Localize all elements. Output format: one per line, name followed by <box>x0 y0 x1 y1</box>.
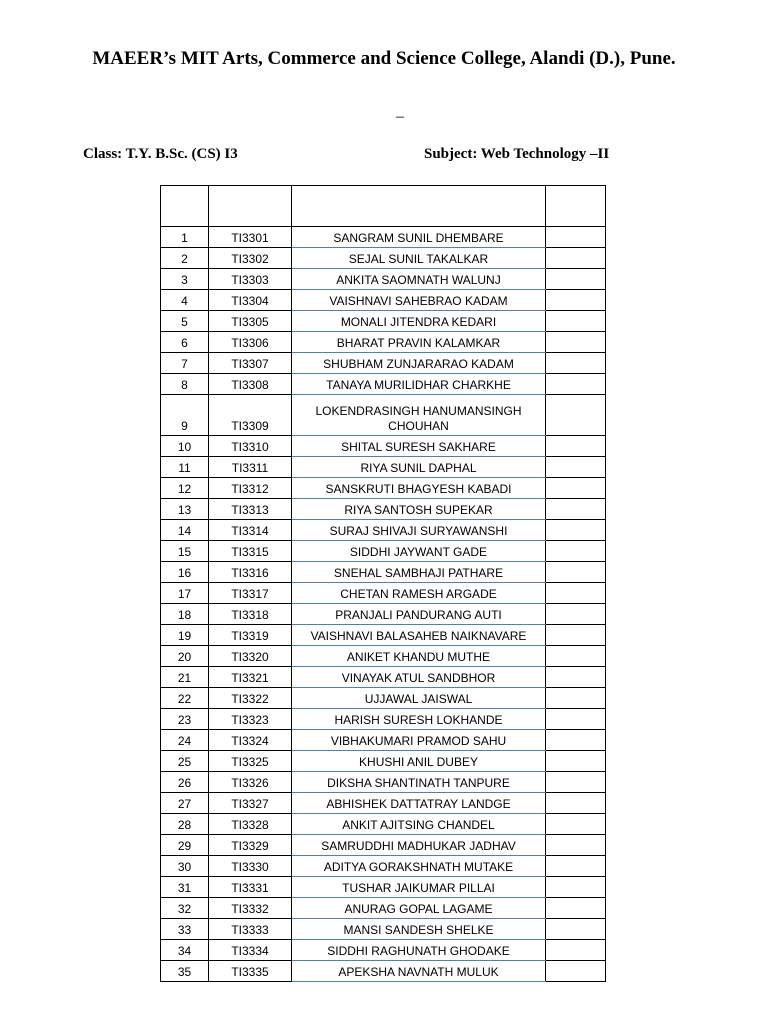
student-number: 32 <box>161 898 209 919</box>
blank-cell <box>546 290 606 311</box>
blank-cell <box>546 269 606 290</box>
roll-number: TI3335 <box>209 961 292 982</box>
blank-cell <box>546 248 606 269</box>
student-number: 16 <box>161 562 209 583</box>
student-number: 35 <box>161 961 209 982</box>
table-row <box>161 248 606 269</box>
student-name: ANKIT AJITSING CHANDEL <box>292 814 546 835</box>
blank-cell <box>546 667 606 688</box>
blank-cell <box>546 374 606 395</box>
table-row <box>161 667 606 688</box>
student-number: 30 <box>161 856 209 877</box>
roll-number: TI3310 <box>209 436 292 457</box>
blank-cell <box>546 227 606 248</box>
table-row <box>161 898 606 919</box>
roll-number: TI3323 <box>209 709 292 730</box>
blank-cell <box>546 478 606 499</box>
student-name: SURAJ SHIVAJI SURYAWANSHI <box>292 520 546 541</box>
blank-cell <box>546 646 606 667</box>
student-name: MONALI JITENDRA KEDARI <box>292 311 546 332</box>
roll-number: TI3326 <box>209 772 292 793</box>
roll-number: TI3321 <box>209 667 292 688</box>
table-row <box>161 793 606 814</box>
table-row <box>161 332 606 353</box>
blank-cell <box>546 436 606 457</box>
table-row <box>161 583 606 604</box>
roll-number: TI3303 <box>209 269 292 290</box>
blank-cell <box>546 961 606 982</box>
subject-label: Subject: Web Technology –II <box>424 146 610 162</box>
blank-cell <box>546 688 606 709</box>
student-name: SANSKRUTI BHAGYESH KABADI <box>292 478 546 499</box>
college-title: MAEER’s MIT Arts, Commerce and Science College, Alandi (D.), Pune. <box>92 48 676 69</box>
roll-number: TI3319 <box>209 625 292 646</box>
student-number: 24 <box>161 730 209 751</box>
student-number: 17 <box>161 583 209 604</box>
student-number: 28 <box>161 814 209 835</box>
table-row <box>161 856 606 877</box>
student-number: 34 <box>161 940 209 961</box>
header-cell-extra <box>546 186 606 227</box>
student-name: VAISHNAVI BALASAHEB NAIKNAVARE <box>292 625 546 646</box>
roll-number: TI3306 <box>209 332 292 353</box>
student-name: PRANJALI PANDURANG AUTI <box>292 604 546 625</box>
student-name: SHITAL SURESH SAKHARE <box>292 436 546 457</box>
table-row <box>161 877 606 898</box>
blank-cell <box>546 583 606 604</box>
student-name: ANURAG GOPAL LAGAME <box>292 898 546 919</box>
table-row <box>161 730 606 751</box>
roll-number: TI3314 <box>209 520 292 541</box>
table-row <box>161 688 606 709</box>
student-name: RIYA SUNIL DAPHAL <box>292 457 546 478</box>
table-row <box>161 604 606 625</box>
table-row <box>161 541 606 562</box>
student-number: 8 <box>161 374 209 395</box>
student-name: SEJAL SUNIL TAKALKAR <box>292 248 546 269</box>
student-number: 7 <box>161 353 209 374</box>
table-row <box>161 520 606 541</box>
table-row <box>161 562 606 583</box>
table-row <box>161 625 606 646</box>
student-name: CHETAN RAMESH ARGADE <box>292 583 546 604</box>
table-row <box>161 269 606 290</box>
roll-number: TI3328 <box>209 814 292 835</box>
student-number: 4 <box>161 290 209 311</box>
blank-cell <box>546 562 606 583</box>
table-row <box>161 919 606 940</box>
roll-number: TI3311 <box>209 457 292 478</box>
student-name: TANAYA MURILIDHAR CHARKHE <box>292 374 546 395</box>
student-name: APEKSHA NAVNATH MULUK <box>292 961 546 982</box>
table-row <box>161 457 606 478</box>
blank-cell <box>546 457 606 478</box>
blank-cell <box>546 499 606 520</box>
student-number: 21 <box>161 667 209 688</box>
student-number: 31 <box>161 877 209 898</box>
header-cell-no <box>161 186 209 227</box>
blank-cell <box>546 793 606 814</box>
table-row <box>161 478 606 499</box>
student-name: VAISHNAVI SAHEBRAO KADAM <box>292 290 546 311</box>
roll-number: TI3309 <box>209 395 292 436</box>
student-number: 20 <box>161 646 209 667</box>
student-number: 26 <box>161 772 209 793</box>
blank-cell <box>546 856 606 877</box>
blank-cell <box>546 709 606 730</box>
blank-cell <box>546 835 606 856</box>
student-number: 18 <box>161 604 209 625</box>
student-name: KHUSHI ANIL DUBEY <box>292 751 546 772</box>
table-row <box>161 961 606 982</box>
student-name: DIKSHA SHANTINATH TANPURE <box>292 772 546 793</box>
blank-cell <box>546 604 606 625</box>
roll-number: TI3305 <box>209 311 292 332</box>
roll-number: TI3308 <box>209 374 292 395</box>
table-row <box>161 751 606 772</box>
student-name: LOKENDRASINGH HANUMANSINGH CHOUHAN <box>292 395 546 436</box>
table-row <box>161 772 606 793</box>
roll-number: TI3318 <box>209 604 292 625</box>
student-number: 15 <box>161 541 209 562</box>
table-row <box>161 814 606 835</box>
blank-cell <box>546 772 606 793</box>
roll-number: TI3331 <box>209 877 292 898</box>
student-number: 1 <box>161 227 209 248</box>
table-row <box>161 353 606 374</box>
student-number: 22 <box>161 688 209 709</box>
student-number: 6 <box>161 332 209 353</box>
student-name: ADITYA GORAKSHNATH MUTAKE <box>292 856 546 877</box>
blank-cell <box>546 877 606 898</box>
class-label: Class: T.Y. B.Sc. (CS) I3 <box>83 146 238 162</box>
blank-cell <box>546 353 606 374</box>
roll-number: TI3316 <box>209 562 292 583</box>
student-number: 25 <box>161 751 209 772</box>
student-name: ABHISHEK DATTATRAY LANDGE <box>292 793 546 814</box>
student-name: SIDDHI JAYWANT GADE <box>292 541 546 562</box>
blank-cell <box>546 332 606 353</box>
student-name: ANIKET KHANDU MUTHE <box>292 646 546 667</box>
table-row <box>161 227 606 248</box>
student-number: 12 <box>161 478 209 499</box>
student-name: SAMRUDDHI MADHUKAR JADHAV <box>292 835 546 856</box>
roll-number: TI3327 <box>209 793 292 814</box>
roll-number: TI3325 <box>209 751 292 772</box>
student-number: 27 <box>161 793 209 814</box>
student-number: 23 <box>161 709 209 730</box>
header-cell-name <box>292 186 546 227</box>
roll-number: TI3333 <box>209 919 292 940</box>
table-row <box>161 646 606 667</box>
roll-number: TI3322 <box>209 688 292 709</box>
blank-cell <box>546 730 606 751</box>
student-name: VIBHAKUMARI PRAMOD SAHU <box>292 730 546 751</box>
table-row <box>161 311 606 332</box>
table-row <box>161 940 606 961</box>
roll-number: TI3334 <box>209 940 292 961</box>
blank-cell <box>546 395 606 436</box>
student-name: RIYA SANTOSH SUPEKAR <box>292 499 546 520</box>
table-row <box>161 835 606 856</box>
student-number: 19 <box>161 625 209 646</box>
student-name: UJJAWAL JAISWAL <box>292 688 546 709</box>
roll-number: TI3332 <box>209 898 292 919</box>
student-number: 3 <box>161 269 209 290</box>
roll-number: TI3301 <box>209 227 292 248</box>
roll-number: TI3329 <box>209 835 292 856</box>
roll-number: TI3324 <box>209 730 292 751</box>
table-row <box>161 436 606 457</box>
student-table <box>160 185 606 982</box>
student-name: VINAYAK ATUL SANDBHOR <box>292 667 546 688</box>
roll-number: TI3302 <box>209 248 292 269</box>
roll-number: TI3312 <box>209 478 292 499</box>
blank-cell <box>546 541 606 562</box>
student-name: BHARAT PRAVIN KALAMKAR <box>292 332 546 353</box>
table-header-row <box>161 186 606 227</box>
blank-cell <box>546 940 606 961</box>
student-name: HARISH SURESH LOKHANDE <box>292 709 546 730</box>
blank-cell <box>546 520 606 541</box>
roll-number: TI3320 <box>209 646 292 667</box>
student-number: 9 <box>161 395 209 436</box>
student-number: 5 <box>161 311 209 332</box>
roll-number: TI3315 <box>209 541 292 562</box>
student-number: 29 <box>161 835 209 856</box>
roll-number: TI3304 <box>209 290 292 311</box>
dash-mark: – <box>396 108 404 125</box>
blank-cell <box>546 898 606 919</box>
blank-cell <box>546 625 606 646</box>
header-cell-roll <box>209 186 292 227</box>
student-name: SANGRAM SUNIL DHEMBARE <box>292 227 546 248</box>
table-row <box>161 499 606 520</box>
roll-number: TI3317 <box>209 583 292 604</box>
blank-cell <box>546 919 606 940</box>
student-name: SNEHAL SAMBHAJI PATHARE <box>292 562 546 583</box>
student-name: MANSI SANDESH SHELKE <box>292 919 546 940</box>
student-number: 13 <box>161 499 209 520</box>
table-row <box>161 374 606 395</box>
roll-number: TI3307 <box>209 353 292 374</box>
student-number: 10 <box>161 436 209 457</box>
blank-cell <box>546 751 606 772</box>
student-name: TUSHAR JAIKUMAR PILLAI <box>292 877 546 898</box>
table-row <box>161 709 606 730</box>
table-row <box>161 395 606 436</box>
student-number: 2 <box>161 248 209 269</box>
student-number: 14 <box>161 520 209 541</box>
student-number: 11 <box>161 457 209 478</box>
blank-cell <box>546 311 606 332</box>
student-number: 33 <box>161 919 209 940</box>
roll-number: TI3330 <box>209 856 292 877</box>
student-name: SIDDHI RAGHUNATH GHODAKE <box>292 940 546 961</box>
student-name: ANKITA SAOMNATH WALUNJ <box>292 269 546 290</box>
blank-cell <box>546 814 606 835</box>
table-row <box>161 290 606 311</box>
student-name: SHUBHAM ZUNJARARAO KADAM <box>292 353 546 374</box>
roll-number: TI3313 <box>209 499 292 520</box>
